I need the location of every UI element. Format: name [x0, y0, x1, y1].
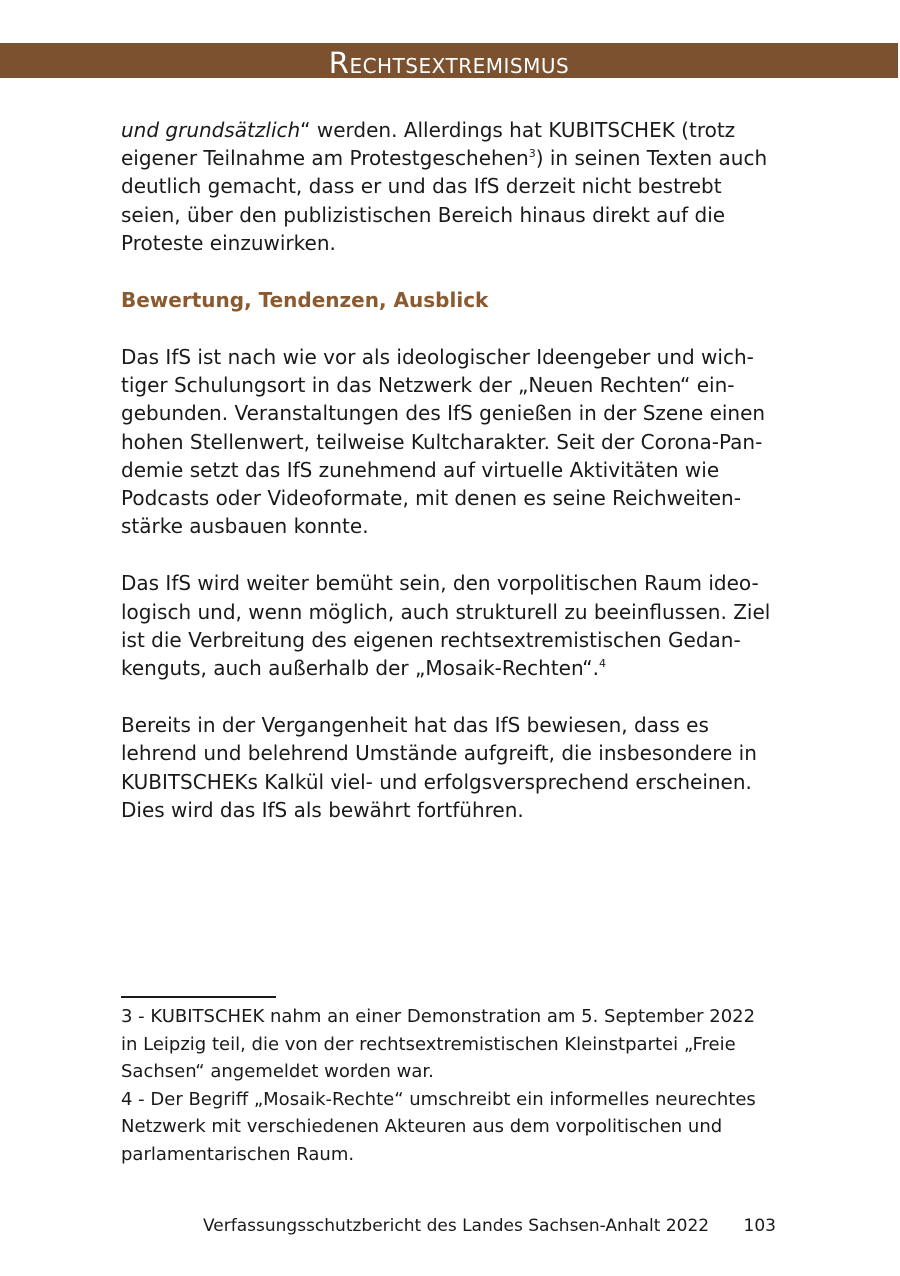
- section-header-band: [0, 43, 898, 78]
- main-content: [121, 116, 786, 824]
- paragraph-1: [121, 116, 786, 257]
- text-line: Das IfS wird weiter bemüht sein, den vorpolitischen Raum ideo-: [121, 571, 759, 596]
- text-line: tiger Schulungsort in das Netzwerk der „Neuen Rechten“ ein-: [121, 373, 735, 398]
- text-line: 4 - Der Begriff „Mosaik-Rechte“ umschreibt ein informelles neurechtes: [121, 1088, 756, 1110]
- text-line: ist die Verbreitung des eigenen rechtsextremistischen Gedan-: [121, 627, 741, 652]
- text-segment: ) in seinen Texten auch: [535, 146, 768, 171]
- text-line: deutlich gemacht, dass er und das IfS derzeit nicht bestrebt: [121, 174, 722, 199]
- text-line: demie setzt das IfS zunehmend auf virtuelle Aktivitäten wie: [121, 457, 720, 482]
- text-line: 3 - KUBITSCHEK nahm an einer Demonstration am 5. September 2022: [121, 1006, 756, 1027]
- section-title: Rechtsextremismus: [328, 46, 570, 80]
- paragraph-3: [121, 569, 786, 682]
- text-line: gebunden. Veranstaltungen des IfS genießen in der Szene einen: [121, 401, 766, 426]
- text-line: stärke ausbauen konnte.: [121, 514, 369, 539]
- text-line: Bereits in der Vergangenheit hat das IfS bewiesen, dass es: [121, 713, 709, 738]
- text-line: in Leipzig teil, die von der rechtsextremistischen Kleinstpartei „Freie: [121, 1033, 736, 1055]
- footnote-divider: [121, 996, 276, 998]
- text-line: Sachsen“ angemeldet worden war.: [121, 1061, 434, 1082]
- footnote-ref-3[interactable]: 3: [528, 147, 536, 161]
- text-line: Dies wird das IfS als bewährt fortführen.: [121, 797, 524, 822]
- text-line: lehrend und belehrend Umstände aufgreift, die insbesondere in: [121, 741, 757, 766]
- section-heading: Bewertung, Tendenzen, Ausblick: [121, 288, 489, 313]
- paragraph-2: [121, 343, 786, 540]
- text-line: logisch und, wenn möglich, auch strukturell zu beeinflussen. Ziel: [121, 599, 771, 624]
- footer-publication-title: Verfassungsschutzbericht des Landes Sachsen-Anhalt 2022: [203, 1216, 710, 1236]
- italic-quote-end: und grundsätzlich: [121, 118, 301, 142]
- text-segment: “ werden. Allerdings hat KUBITSCHEK (trotz: [300, 118, 736, 142]
- text-segment: eigener Teilnahme am Protestgeschehen: [121, 146, 529, 171]
- footnote-4: [121, 1086, 786, 1169]
- text-line: Netzwerk mit verschiedenen Akteuren aus dem vorpolitischen und: [121, 1116, 723, 1137]
- footnote-3: [121, 1003, 786, 1086]
- text-line: Das IfS ist nach wie vor als ideologischer Ideengeber und wich-: [121, 345, 754, 370]
- text-line: parlamentarischen Raum.: [121, 1143, 355, 1165]
- text-line: seien, über den publizistischen Bereich hinaus direkt auf die: [121, 202, 726, 227]
- text-line: KUBITSCHEKs Kalkül viel- und erfolgsversprechend erscheinen.: [121, 769, 752, 794]
- footnote-ref-4[interactable]: 4: [598, 657, 606, 671]
- text-line: hohen Stellenwert, teilweise Kultcharakter. Seit der Corona-Pan-: [121, 429, 763, 454]
- text-line: kenguts, auch außerhalb der „Mosaik-Rechten“.: [121, 656, 599, 681]
- footnotes: [121, 1003, 786, 1168]
- page-number: 103: [743, 1216, 776, 1236]
- text-line: Podcasts oder Videoformate, mit denen es seine Reichweiten-: [121, 486, 741, 511]
- paragraph-4: [121, 711, 786, 824]
- text-line: Proteste einzuwirken.: [121, 230, 336, 255]
